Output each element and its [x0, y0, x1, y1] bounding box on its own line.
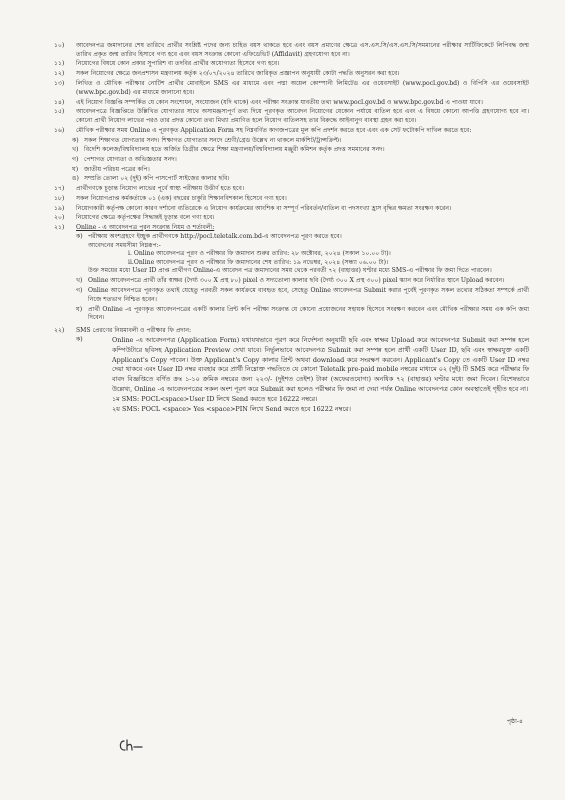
item-21-b	[76, 277, 529, 286]
list-item	[54, 205, 529, 214]
page-number: পৃষ্ঠা-৪	[506, 718, 523, 725]
sub-label: গ)	[72, 156, 79, 163]
item-number: ১৪)	[54, 98, 65, 106]
item-21-gh-text: প্রার্থী Online -এ পূরণকৃত আবেদনপত্রের একটি কালার প্রিন্ট কপি পরীক্ষা সংক্রান্ত যে কোনো প্রয়োজনের সহায়ক হিসেবে সংরক্ষণ করবেন এবং মৌখিক পরীক্ষার সময় এক কপি জমা দিবেন।	[88, 305, 529, 322]
list-item	[54, 42, 529, 59]
sub-label: ক)	[76, 232, 83, 240]
sub-text: জাতীয় পরিচয় পত্রের কপি।	[84, 165, 150, 173]
list-item	[54, 185, 529, 194]
list-item	[54, 60, 529, 69]
schedule-label: আবেদনের সময়সীমা নিম্নরূপ:-	[88, 241, 161, 249]
sub-label: ক)	[72, 136, 79, 144]
item-text: প্রার্থীগণকে চূড়ান্ত নিয়োগ লাভের পূর্বে স্বাস্থ্য পরীক্ষায় উত্তীর্ণ হতে হবে।	[76, 184, 245, 192]
item-number: ১৬)	[54, 126, 65, 134]
item-number: ২২)	[54, 327, 65, 335]
list-item	[54, 214, 529, 223]
item-text: মৌখিক পরীক্ষার সময় Online এ পূরণকৃত Application Form সহ নিম্নবর্ণিত কাগজপত্রের মূল কপি প্রদর্শন করতে হবে এবং এক সেট ফটোকপি দাখিল করতে হবে:	[76, 126, 472, 134]
schedule-start: i. Online আবেদনপত্র পূরণ ও পরীক্ষার ফি জমাদান শুরুর তারিখ: ২৮ অক্টোবর, ২০২৪ (সকাল ১০.০০ টা)।	[128, 250, 391, 258]
item-22-a	[76, 336, 529, 415]
sub-text: সকল শিক্ষাগত যোগ্যতার সনদ। শিক্ষাগত যোগ্যতার সনদে শ্রেণী/গ্রেড উল্লেখ না থাকলে মার্কশিট/ট্রান্সক্রিপ্ট।	[84, 136, 342, 144]
list-item	[54, 127, 529, 136]
item-22-heading: SMS প্রেরণের নিয়মাবলী ও পরীক্ষার ফি প্রদান:	[76, 327, 192, 335]
signature-mark	[118, 738, 148, 754]
list-item	[54, 99, 529, 108]
item-text: নিয়োগের ক্ষেত্রে কর্তৃপক্ষের সিদ্ধান্তই চূড়ান্ত বলে গণ্য হবে।	[76, 214, 215, 222]
item-number: ২১)	[54, 224, 65, 232]
sub-text: বিদেশি কলেজ/বিশ্ববিদ্যালয় হতে অর্জিত ডিগ্রীর ক্ষেত্রে শিক্ষা মন্ত্রণালয়/বিশ্ববিদ্যালয় মঞ্জুরী কমিশন কর্তৃক প্রদত্ত সমমানের সনদ।	[84, 146, 385, 154]
item-22-a-text: Online -এ আবেদনপত্র (Application Form) যথাযথভাবে পূরণ করে নির্দেশনা অনুযায়ী ছবি এবং স্বাক্ষর Upload করে আবেদনপত্র Submit করা সম্পন্ন হলে কম্পিউটারে ছবিসহ Application Preview দেখা যাবে। নির্ভুলভাবে আবেদনপত্র Submit করা সম্পন্ন হলে প্রার্থী একটি User ID, ছবি এবং স্বাক্ষরযুক্ত একটি Applicant's Copy পাবেন। উক্ত Applicant's Copy কালার প্রিন্ট অথবা download করে সংরক্ষণ করবেন। Applicant's Copy তে একটি User ID নম্বর দেয়া থাকবে এবং User ID নম্বর ব্যবহার করে প্রার্থী নিম্নোক্ত পদ্ধতিতে যে কোনো Teletalk pre-paid mobile নম্বরের মাধ্যমে ০২ (দুই) টি SMS করে পরীক্ষার ফি বাবদ বিজ্ঞপ্তিতে বর্ণিত ক্রঃ ১-১০ ক্রমিক নম্বরের জন্য ২২৩/- (দুইশত তেইশ) টাকা (অফেরতযোগ্য) অনধিক ৭২ (বাহাত্তর) ঘণ্টার মধ্যে জমা দিবেন। বিশেষভাবে উল্লেখ্য, Online -এ আবেদনপত্রের সকল অংশ পূরণ করে Submit করা হলেও পরীক্ষার ফি জমা না দেয়া পর্যন্ত Online আবেদনপত্র কোন অবস্থাতেই গৃহীত হবে না।	[112, 335, 529, 394]
item-number: ১৩)	[54, 80, 65, 88]
item-text: আবেদনপত্রে বিজ্ঞপ্তিতে উল্লিখিত যোগ্যতার সাথে অসামঞ্জস্যপূর্ণ তথ্য দিয়ে পূরণকৃত আবেদন নিয়োগের যেকোন পর্যায়ে বাতিল হবে এবং এ বিষয়ে কোনো আপত্তি গ্রহণযোগ্য হবে না। কোনো প্রার্থী নিয়োগ লাভের পরও তার প্রদত্ত কোনো তথ্য মিথ্যা প্রমাণিত হলে নিয়োগ বাতিলসহ তার বিরুদ্ধে আইনানুগ ব্যবস্থা গ্রহন করা হবে।	[76, 108, 529, 125]
item-text: নিয়োগের বিষয়ে কোন প্রকার সুপারিশ বা তদবির প্রার্থীর অযোগ্যতা হিসেবে গণ্য হবে।	[76, 60, 280, 68]
sub-label: গ)	[76, 287, 83, 295]
numbered-list-continued	[54, 185, 529, 223]
item-text: সকল নিয়োগপ্রাপ্ত কর্মকর্তাকে ০১ (এক) বছরের চাকুরি শিক্ষানবিশকাল হিসেবে গণ্য হবে।	[76, 194, 287, 202]
item-text: এই নিয়োগ বিজ্ঞপ্তি সম্পর্কিত যে কোন সংশোধন, সংযোজন (যদি থাকে) এবং পরীক্ষা সংক্রান্ত যাবতীয় তথ্য www.pocl.gov.bd ও www.bpc.gov.bd এ পাওয়া যাবে।	[76, 98, 483, 106]
sms-step-2: ২য় SMS: POCL <space> Yes <space>PIN লিখে Send করতে হবে 16222 নম্বরে।	[112, 405, 351, 414]
item-text: লিখিত ও মৌখিক পরীক্ষার নোটিশ প্রার্থীর মোবাইলে SMS এর মাধ্যমে এবং পদ্মা অয়েল কোম্পানী লিমিটেড এর ওয়েবসাইট (www.pocl.gov.bd) ও বিপিসি এর ওয়েবসাইট (www.bpc.gov.bd) এর মাধ্যমে জানানো হবে।	[76, 80, 529, 96]
sms-step-1: ১ম SMS: POCL<space>User ID লিখে Send করতে হবে 16222 নম্বরে।	[112, 395, 318, 404]
sub-item	[72, 175, 529, 184]
item-text: আবেদনপত্র জমাদানের শেষ তারিখে প্রার্থীর সংশ্লিষ্ট পদের জন্য চাহিত বয়স থাকতে হবে এবং বয়স প্রমাণের ক্ষেত্রে এস.এস.সি/এস.এস.সি/সমমানের পরীক্ষার সার্টিফিকেটে লিপিবদ্ধ জন্ম তারিখ প্রকৃত জন্ম তারিখ হিসাবে গণ্য হবে এবং বয়স সংক্রান্ত কোনো এফিডেভিট (Affidavit) গ্রহণযোগ্য হবে না।	[76, 42, 529, 58]
item-text: সকল নিয়োগের ক্ষেত্রে জনপ্রশাসন মন্ত্রণালয় কর্তৃক ২৩/০৭/২০২৪ তারিখে জারিকৃত প্রজ্ঞাপন অনুযায়ী কোটা পদ্ধতি অনুসরন করা হবে।	[76, 70, 400, 78]
item-number: ১০)	[54, 42, 65, 49]
item-21-g	[76, 287, 529, 304]
sub-text: পেশাগত যোগ্যতা ও অভিজ্ঞতার সনদ।	[84, 156, 177, 163]
item-number: ১২)	[54, 70, 65, 78]
sub-label: খ)	[76, 277, 83, 285]
list-item	[54, 70, 529, 79]
item-21-g-text: Online আবেদনপত্রে পূরণকৃত তথ্যই যেহেতু পরবর্তী সকল কার্যক্রমে ব্যবহৃত হবে, সেহেতু Online আবেদনপত্র Submit করার পূর্বেই পূরণকৃত সকল তথ্যের সঠিকতা সম্পর্কে প্রার্থী নিজে শতভাগ নিশ্চিত হবেন।	[88, 287, 529, 303]
item-number: ১৮)	[54, 194, 65, 202]
item-text: নিয়োগকারী কর্তৃপক্ষ কোনো কারণ দর্শানো ব্যতিরেকে এ নিয়োগ কার্যক্রমের আংশিক বা সম্পূর্ণ পরিবর্তন/বাতিল বা পদসংখ্যা হ্রাস বৃদ্ধির ক্ষমতা সংরক্ষণ করেন।	[76, 204, 452, 212]
sub-item	[72, 137, 529, 146]
list-item	[54, 80, 529, 97]
sub-item	[72, 146, 529, 155]
item-22	[54, 327, 529, 416]
item-number: ১৭)	[54, 184, 65, 192]
schedule-end: ii.Online আবেদনপত্র পূরণ ও পরীক্ষার ফি জমাদানের শেষ তারিখ: ১৯ নভেম্বর, ২০২৪ (সন্ধ্যা ০৬.০০ টা)।	[128, 258, 389, 266]
sub-label: খ)	[72, 146, 79, 154]
sub-label: ঘ)	[72, 165, 79, 173]
schedule-note: উক্ত সময়ের মধ্যে User ID প্রাপ্ত প্রার্থীগণ Online-এ আবেদন পত্র জমাদানের সময় থেকে পরবর্তী ৭২ (বাহাত্তর) ঘণ্টার মধ্যে SMS-এ পরীক্ষার ফি জমা দিতে পারবেন।	[88, 267, 492, 275]
item-21-heading: Online - এ আবেদনপত্র পূরন সংক্রান্ত নিয়ম ও শর্তাবলী:	[76, 224, 215, 232]
item-21-gh	[76, 306, 529, 323]
signature	[118, 738, 148, 758]
list-item	[54, 195, 529, 204]
sub-label: ক)	[76, 335, 83, 343]
list-item	[54, 108, 529, 125]
sub-item	[72, 166, 529, 175]
sub-label: ঘ)	[76, 305, 83, 313]
sub-label: ঙ)	[72, 175, 79, 183]
sub-text: সম্প্রতি তোলা ০২ (দুই) কপি পাসপোর্ট সাইজের কালার ছবি।	[84, 175, 230, 183]
item-number: ১১)	[54, 60, 65, 68]
item-number: ২০)	[54, 214, 65, 222]
item-number: ১৯)	[54, 204, 65, 212]
sub-item	[72, 156, 529, 165]
document-list	[54, 137, 529, 184]
item-21-a-text: পরীক্ষায় অংশগ্রহণে ইচ্ছুক প্রার্থীগণকে http://pocl.teletalk.com.bd-এ আবেদনপত্র পূরণ করতে হবে।	[88, 232, 342, 240]
item-21-a	[76, 233, 529, 276]
item-21	[54, 224, 529, 324]
item-number: ১৫)	[54, 108, 65, 116]
item-21-b-text: Online আবেদনপত্রে প্রার্থী তাঁর স্বাক্ষর (দৈর্ঘ্য ৩০০ X প্রস্থ ৮০) pixel ও সদ্যতোলা কালার ছবি (দৈর্ঘ্য ৩০০ X প্রস্থ ৩০০) pixel স্ক্যান করে নির্ধারিত স্থানে Upload করবেন।	[88, 277, 505, 285]
numbered-list	[54, 42, 529, 136]
